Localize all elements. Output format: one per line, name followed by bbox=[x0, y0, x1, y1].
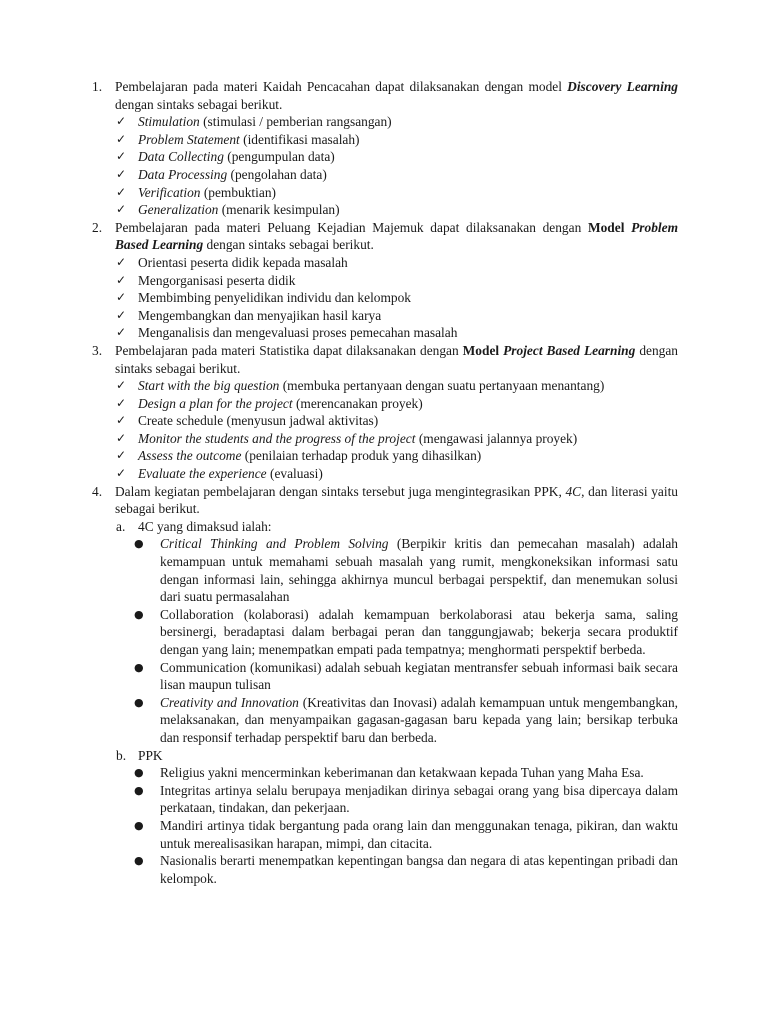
item-text: dengan sintaks sebagai berikut. bbox=[115, 342, 678, 376]
sub-item-label: b. bbox=[116, 747, 127, 763]
syntax-step: ✓ Evaluate the experience (evaluasi) bbox=[116, 466, 323, 482]
syntax-step: ✓ Membimbing penyelidikan individu dan kelompok bbox=[116, 290, 411, 306]
syntax-step: ✓ Data Processing (pengolahan data) bbox=[116, 166, 327, 182]
bullet-item: ● Communication (komunikasi) adalah sebuah kegiatan mentransfer sebuah informasi baik secara lisan maupun tulisan bbox=[134, 659, 678, 693]
bullet-item: ● Critical Thinking and Problem Solving (Berpikir kritis dan pemecahan masalah) adalah kemampuan untuk memahami sebuah masalah yang rumit, mengkoneksikan informasi satu dengan informasi lain, sehingga akhirnya muncul berbagai perspektif, dan menemukan solusi dari suatu permasalahan bbox=[134, 536, 678, 605]
checkmark-icon: ✓ bbox=[116, 466, 127, 481]
checkmark-icon: ✓ bbox=[116, 325, 127, 340]
item-number: 2. bbox=[92, 219, 103, 235]
checkmark-icon: ✓ bbox=[116, 131, 127, 146]
list-item-4: 4. Dalam kegiatan pembelajaran dengan sintaks tersebut juga mengintegrasikan PPK, 4C, dan literasi yaitu sebagai berikut. bbox=[92, 483, 678, 517]
item-text: dengan sintaks sebagai berikut. bbox=[203, 237, 374, 253]
bullet-icon: ● bbox=[134, 660, 144, 674]
model-name: Problem Based Learning bbox=[115, 219, 678, 253]
item-text: Pembelajaran pada materi Statistika dapat dilaksanakan dengan bbox=[115, 342, 463, 358]
item-text: , dan literasi yaitu sebagai berikut. bbox=[115, 483, 678, 517]
model-name: Discovery Learning bbox=[567, 79, 678, 94]
document-page bbox=[0, 78, 768, 887]
item-text: Pembelajaran pada materi Kaidah Pencacahan dapat dilaksanakan dengan model bbox=[115, 79, 568, 94]
item-text: Dalam kegiatan pembelajaran dengan sintaks tersebut juga mengintegrasikan PPK, bbox=[115, 483, 566, 499]
bullet-icon: ● bbox=[134, 695, 144, 709]
syntax-step: ✓ Mengembangkan dan menyajikan hasil karya bbox=[116, 307, 382, 323]
syntax-step: ✓ Stimulation (stimulasi / pemberian rangsangan) bbox=[116, 114, 392, 130]
checkmark-icon: ✓ bbox=[116, 307, 127, 322]
4c-list bbox=[0, 535, 768, 746]
checkmark-icon: ✓ bbox=[116, 290, 127, 305]
bullet-item: ● Religius yakni mencerminkan keberimanan dan ketakwaan kepada Tuhan yang Maha Esa. bbox=[134, 765, 644, 781]
syntax-step: ✓ Orientasi peserta didik kepada masalah bbox=[116, 254, 348, 270]
syntax-step: ✓ Problem Statement (identifikasi masalah) bbox=[116, 131, 360, 147]
checkmark-icon: ✓ bbox=[116, 184, 127, 199]
syntax-step: ✓ Assess the outcome (penilaian terhadap produk yang dihasilkan) bbox=[116, 448, 482, 464]
item-number: 3. bbox=[92, 342, 103, 358]
bullet-icon: ● bbox=[134, 537, 144, 551]
syntax-list-2 bbox=[0, 254, 768, 342]
checkmark-icon: ✓ bbox=[116, 378, 127, 393]
bullet-item: ● Nasionalis berarti menempatkan kepentingan bangsa dan negara di atas kepentingan pribadi dan kelompok. bbox=[134, 853, 678, 886]
bullet-icon: ● bbox=[134, 783, 144, 797]
sub-item-title: PPK bbox=[138, 747, 163, 763]
checkmark-icon: ✓ bbox=[116, 413, 127, 428]
ppk-list bbox=[0, 764, 768, 887]
sub-item-title: 4C yang dimaksud ialah: bbox=[138, 518, 272, 534]
bullet-icon: ● bbox=[134, 766, 144, 780]
syntax-list-3 bbox=[0, 377, 768, 483]
checkmark-icon: ✓ bbox=[116, 272, 127, 287]
syntax-list-1 bbox=[0, 113, 768, 219]
syntax-step: ✓ Generalization (menarik kesimpulan) bbox=[116, 202, 340, 218]
list-item-2: 2. Pembelajaran pada materi Peluang Kejadian Majemuk dapat dilaksanakan dengan Model Problem Based Learning dengan sintaks sebagai berikut. bbox=[92, 219, 678, 253]
sub-item-label: a. bbox=[116, 518, 126, 534]
bullet-item: ● Creativity and Innovation (Kreativitas dan Inovasi) adalah kemampuan untuk mengembangkan, melaksanakan, dan menyampaikan gagasan-gagasan baru kepada yang lain; bersikap terbuka dan responsif terhadap perspektif baru dan berbeda. bbox=[134, 694, 678, 745]
item-number: 4. bbox=[92, 483, 103, 499]
item-number: 1. bbox=[92, 79, 103, 94]
syntax-step: ✓ Verification (pembuktian) bbox=[116, 184, 276, 200]
syntax-step: ✓ Start with the big question (membuka pertanyaan dengan suatu pertanyaan menantang) bbox=[116, 378, 605, 394]
model-name: Project Based Learning bbox=[503, 342, 636, 358]
checkmark-icon: ✓ bbox=[116, 430, 127, 445]
syntax-step: ✓ Create schedule (menyusun jadwal aktivitas) bbox=[116, 413, 379, 429]
checkmark-icon: ✓ bbox=[116, 395, 127, 410]
bullet-icon: ● bbox=[134, 607, 144, 621]
sub-item-b bbox=[0, 747, 768, 765]
checkmark-icon: ✓ bbox=[116, 448, 127, 463]
checkmark-icon: ✓ bbox=[116, 166, 127, 181]
checkmark-icon: ✓ bbox=[116, 202, 127, 217]
checkmark-icon: ✓ bbox=[116, 149, 127, 164]
syntax-step: ✓ Mengorganisasi peserta didik bbox=[116, 272, 296, 288]
bullet-icon: ● bbox=[134, 818, 144, 832]
list-item-3: 3. Pembelajaran pada materi Statistika dapat dilaksanakan dengan Model Project Based Learning dengan sintaks sebagai berikut. bbox=[92, 342, 678, 376]
syntax-step: ✓ Menganalisis dan mengevaluasi proses pemecahan masalah bbox=[116, 325, 458, 341]
sub-item-a bbox=[0, 518, 768, 536]
bullet-icon: ● bbox=[134, 854, 144, 868]
bullet-item: ● Integritas artinya selalu berupaya menjadikan dirinya sebagai orang yang bisa dipercaya dalam perkataan, tindakan, dan pekerjaan. bbox=[134, 782, 678, 816]
item-text: dengan sintaks sebagai berikut. bbox=[115, 96, 283, 112]
syntax-step: ✓ Design a plan for the project (merencanakan proyek) bbox=[116, 395, 423, 411]
syntax-step: ✓ Monitor the students and the progress of the project (mengawasi jalannya proyek) bbox=[116, 430, 578, 446]
syntax-step: ✓ Data Collecting (pengumpulan data) bbox=[116, 149, 335, 165]
bullet-item: ● Mandiri artinya tidak bergantung pada orang lain dan menggunakan tenaga, pikiran, dan waktu untuk merealisasikan harapan, mimpi, dan citacita. bbox=[134, 817, 678, 851]
item-text: Pembelajaran pada materi Peluang Kejadian Majemuk dapat dilaksanakan dengan bbox=[115, 219, 588, 235]
bullet-item: ● Collaboration (kolaborasi) adalah kemampuan berkolaborasi atau bekerja sama, saling bersinergi, beradaptasi dalam berbagai peran dan tanggungjawab; bekerja secara produktif dengan yang lain; menempatkan empati pada tempatnya; menghormati perspektif berbeda. bbox=[134, 606, 678, 657]
checkmark-icon: ✓ bbox=[116, 114, 127, 129]
checkmark-icon: ✓ bbox=[116, 254, 127, 269]
list-item-1 bbox=[0, 78, 678, 113]
